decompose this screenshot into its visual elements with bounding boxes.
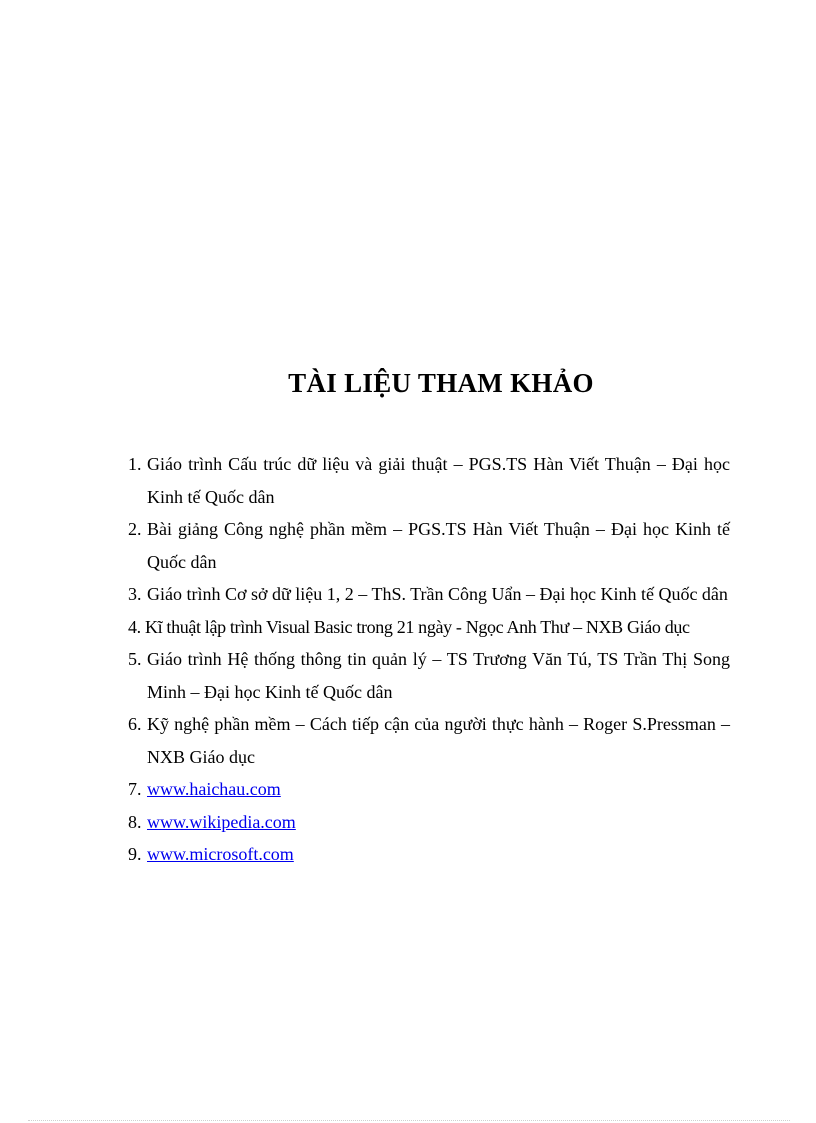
reference-number: 6. [128,714,142,734]
reference-number: 4. [128,616,141,637]
reference-number: 9. [128,844,142,864]
reference-number: 5. [128,649,142,669]
haichau-link[interactable]: www.haichau.com [147,779,281,799]
wikipedia-link[interactable]: www.wikipedia.com [147,811,296,832]
reference-number: 3. [128,584,142,604]
page-title: TÀI LIỆU THAM KHẢO [288,368,594,398]
reference-item-1 [128,448,730,513]
reference-number: 1. [128,454,142,474]
page-bottom-divider [28,1120,790,1121]
reference-item-4 [128,611,730,644]
reference-text: Giáo trình Cơ sở dữ liệu 1, 2 – ThS. Trần Công Uẩn – Đại học Kinh tế Quốc dân [147,584,728,604]
reference-item-7 [128,773,730,806]
reference-item-6 [128,708,730,773]
reference-item-8 [128,806,730,839]
reference-text: Kĩ thuật lập trình Visual Basic trong 21 ngày - Ngọc Anh Thư – NXB Giáo dục [144,616,690,637]
reference-number: 8. [128,811,142,832]
reference-item-9 [128,838,730,871]
reference-text: Giáo trình Hệ thống thông tin quản lý – TS Trương Văn Tú, TS Trần Thị Song Minh – Đại học Kinh tế Quốc dân [147,649,730,702]
reference-number: 7. [128,779,142,799]
reference-text: Kỹ nghệ phần mềm – Cách tiếp cận của người thực hành – Roger S.Pressman – NXB Giáo dục [147,714,730,767]
reference-item-3 [128,578,730,611]
reference-number: 2. [128,519,142,539]
reference-text: Giáo trình Cấu trúc dữ liệu và giải thuật – PGS.TS Hàn Viết Thuận – Đại học Kinh tế Quốc dân [147,454,730,507]
reference-item-5 [128,643,730,708]
reference-text: Bài giảng Công nghệ phần mềm – PGS.TS Hàn Viết Thuận – Đại học Kinh tế Quốc dân [147,519,730,572]
reference-list [128,448,730,871]
reference-item-2 [128,513,730,578]
microsoft-link[interactable]: www.microsoft.com [147,844,294,864]
